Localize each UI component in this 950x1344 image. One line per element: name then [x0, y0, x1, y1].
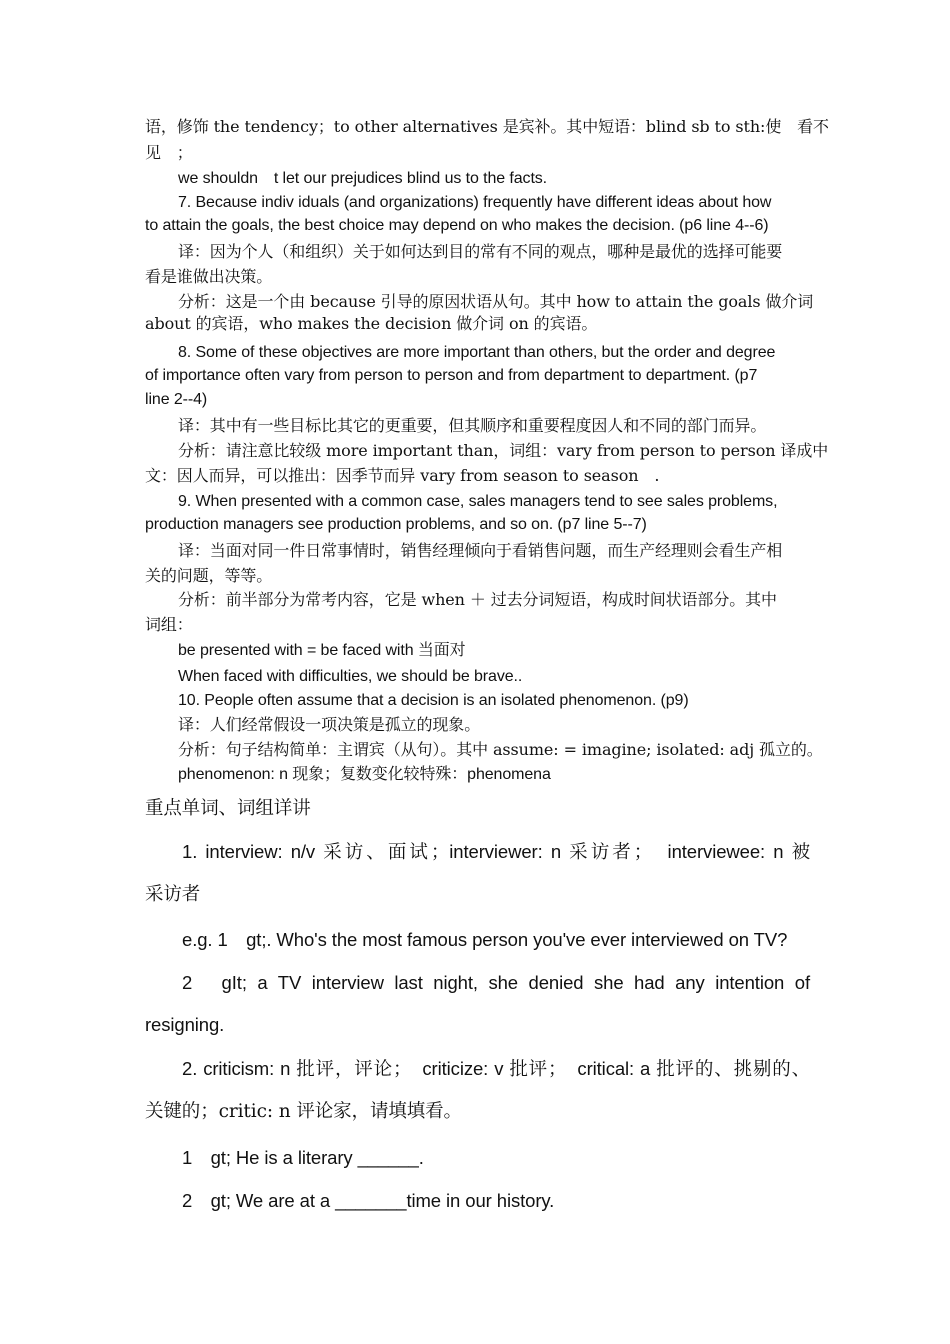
text-line: 2 gt; We are at a _______time in our history. [182, 1190, 555, 1211]
text-line: 译：因为个人（和组织）关于如何达到目的常有不同的观点，哪种是最优的选择可能要 [178, 242, 783, 261]
text-line: 译：人们经常假设一项决策是孤立的现象。 [178, 715, 481, 734]
text-line: 10. People often assume that a decision is an isolated phenomenon. (p9) [178, 692, 689, 709]
text-line: 词组： [145, 615, 193, 634]
section-heading: 重点单词、词组详讲 [145, 798, 311, 819]
text-line: 语，修饰 the tendency；to other alternatives 是宾补。其中短语：blind sb to sth:使 看不 [145, 117, 829, 136]
text-line: phenomenon: n 现象；复数变化较特殊：phenomena [178, 766, 551, 783]
text-line: 9. When presented with a common case, sales managers tend to see sales problems, [178, 493, 778, 510]
text-line: 分析：前半部分为常考内容，它是 when ＋ 过去分词短语，构成时间状语部分。其中 [178, 590, 777, 609]
text-line: 分析：句子结构简单：主谓宾（从句）。其中 assume: = imagine; isolated: adj 孤立的。 [178, 740, 823, 759]
text-line: of importance often vary from person to person and from department to department. (p7 [145, 367, 758, 384]
text-line: 见 ； [145, 143, 193, 162]
text-line: 文：因人而异，可以推出：因季节而异 vary from season to season . [145, 466, 660, 485]
text-line: we shouldn t let our prejudices blind us to the facts. [178, 170, 548, 187]
text-line: 译：当面对同一件日常事情时，销售经理倾向于看销售问题，而生产经理则会看生产相 [178, 541, 783, 560]
text-line: be presented with = be faced with 当面对 [178, 642, 466, 659]
text-line: about 的宾语，who makes the decision 做介词 on 的宾语。 [145, 314, 598, 333]
text-line: 分析：这是一个由 because 引导的原因状语从句。其中 how to attain the goals 做介词 [178, 292, 814, 311]
text-line: resigning. [145, 1014, 225, 1035]
text-line: 2. criticism: n 批评，评论； criticize: v 批评； critical: a 批评的、挑剔的、 [182, 1058, 810, 1079]
text-line: 2 gIt; a TV interview last night, she denied she had any intention of [182, 972, 810, 993]
text-line: 7. Because indiv iduals (and organizations) frequently have different ideas about how [178, 194, 772, 211]
text-line: e.g. 1 gt;. Who's the most famous person you've ever interviewed on TV? [182, 929, 788, 950]
text-line: 分析：请注意比较级 more important than，词组：vary from person to person 译成中 [178, 441, 829, 460]
text-line: 8. Some of these objectives are more important than others, but the order and degree [178, 344, 776, 361]
text-line: When faced with difficulties, we should be brave.. [178, 668, 523, 685]
text-line: 译：其中有一些目标比其它的更重要，但其顺序和重要程度因人和不同的部门而异。 [178, 416, 767, 435]
text-line: to attain the goals, the best choice may depend on who makes the decision. (p6 line 4--6) [145, 217, 769, 234]
text-line: 关键的；critic: n 评论家，请填填看。 [145, 1101, 462, 1122]
text-line: 看是谁做出决策。 [145, 267, 273, 286]
text-line: 关的问题，等等。 [145, 566, 273, 585]
text-line: production managers see production problems, and so on. (p7 line 5--7) [145, 516, 647, 533]
text-line: line 2--4) [145, 391, 208, 408]
text-line: 1 gt; He is a literary ______. [182, 1147, 424, 1168]
text-line: 1. interview: n/v 采访、面试；interviewer: n 采访者； interviewee: n 被 [182, 841, 810, 862]
text-line: 采访者 [145, 884, 201, 905]
